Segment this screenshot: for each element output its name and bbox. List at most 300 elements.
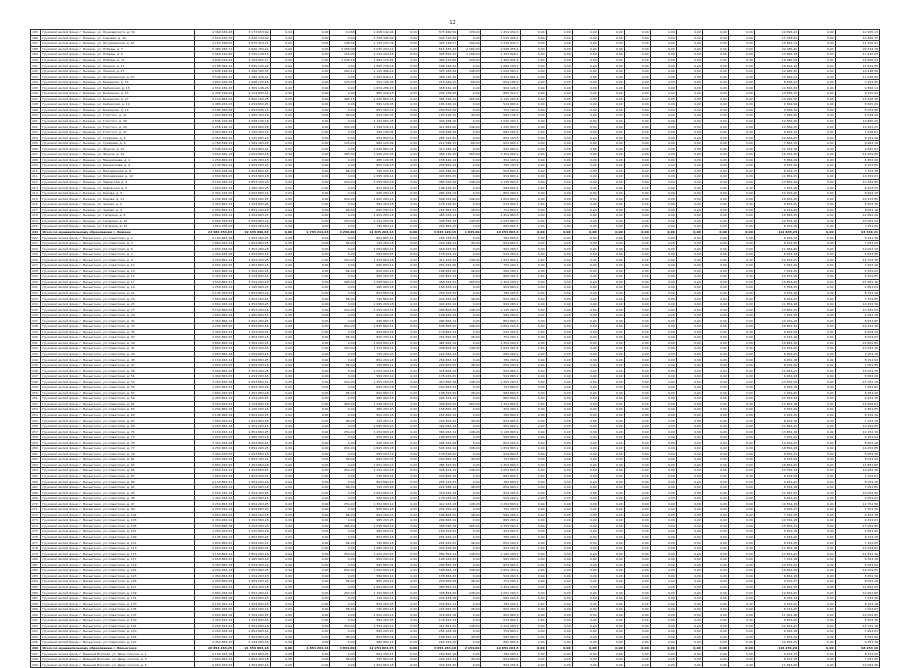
row-name-cell: Грузовой жилой фонд: г. Бежецк, ул. Гагарина, д. 12 bbox=[41, 224, 195, 230]
value-cell: 0,00 bbox=[702, 429, 728, 435]
value-cell: 854 263,14 bbox=[356, 651, 395, 657]
value-cell: 348,00 bbox=[458, 446, 481, 452]
value-cell: 6 354 18 bbox=[835, 512, 879, 518]
value-cell: 0,00 bbox=[520, 418, 546, 424]
value-cell: 0,00 bbox=[728, 102, 754, 108]
value-cell: 0,00 bbox=[395, 30, 418, 36]
value-cell: 0,00 bbox=[702, 129, 728, 135]
value-cell: 0,00 bbox=[598, 163, 624, 169]
value-cell: 0,00 bbox=[294, 240, 330, 246]
value-cell: 0,00 bbox=[546, 135, 572, 141]
value-cell: 0,00 bbox=[330, 74, 356, 80]
value-cell: 0,00 bbox=[572, 468, 598, 474]
value-cell: 0,00 bbox=[702, 224, 728, 230]
value-cell: 7 054 85 bbox=[835, 656, 879, 662]
value-cell: 0,00 bbox=[520, 318, 546, 324]
value-cell: 1 425 846,14 bbox=[356, 74, 395, 80]
value-cell: 0,00 bbox=[458, 274, 481, 280]
row-number-cell: 199 bbox=[31, 107, 41, 113]
value-cell: 0,00 bbox=[520, 573, 546, 579]
row-name-cell: Грузовой жилой фонд: г. Бежецк, ул. Толстого, д. 47 bbox=[41, 129, 195, 135]
value-cell: 0,00 bbox=[676, 274, 702, 280]
value-cell: 754 863,2 bbox=[481, 385, 520, 391]
value-cell: 4 158 364,15 bbox=[195, 63, 234, 69]
value-cell: 0,00 bbox=[572, 113, 598, 119]
value-cell: 0,00 bbox=[395, 274, 418, 280]
value-cell: 0,00 bbox=[650, 551, 676, 557]
value-cell: 0,00 bbox=[520, 429, 546, 435]
value-cell: 0,00 bbox=[650, 246, 676, 252]
value-cell: 754 863,2 bbox=[481, 207, 520, 213]
value-cell: 0,00 bbox=[799, 323, 835, 329]
value-cell: 0,00 bbox=[598, 312, 624, 318]
value-cell: 14 854 85 bbox=[835, 340, 879, 346]
value-cell: 0,00 bbox=[395, 68, 418, 74]
value-cell: 0,00 bbox=[624, 163, 650, 169]
value-cell: 0,00 bbox=[598, 379, 624, 385]
value-cell: 0,00 bbox=[676, 407, 702, 413]
value-cell: 0,00 bbox=[330, 63, 356, 69]
value-cell: 0,00 bbox=[572, 362, 598, 368]
value-cell: 0,00 bbox=[624, 196, 650, 202]
value-cell: 0,00 bbox=[799, 612, 835, 618]
value-cell: 0,00 bbox=[294, 440, 330, 446]
value-cell: 0,00 bbox=[270, 617, 293, 623]
value-cell: 1 485 263,15 bbox=[195, 102, 234, 108]
row-number-cell: 224 bbox=[31, 246, 41, 252]
value-cell: 48,00 bbox=[458, 606, 481, 612]
value-cell: 18 854,18 bbox=[754, 446, 798, 452]
value-cell: 0,00 bbox=[330, 290, 356, 296]
value-cell: 0,00 bbox=[395, 457, 418, 463]
value-cell: 2 956 144,82 bbox=[195, 52, 234, 58]
value-cell: 0,00 bbox=[728, 385, 754, 391]
value-cell: 0,00 bbox=[598, 185, 624, 191]
value-cell: 865 263,2 bbox=[481, 274, 520, 280]
value-cell: 0,00 bbox=[458, 601, 481, 607]
value-cell: 0,00 bbox=[270, 168, 293, 174]
value-cell: 8 254,25 bbox=[754, 473, 798, 479]
value-cell: 0,00 bbox=[520, 335, 546, 341]
value-cell: 0,00 bbox=[650, 495, 676, 501]
value-cell: 2 354 263,25 bbox=[234, 368, 270, 374]
value-cell: 0,00 bbox=[728, 168, 754, 174]
value-cell: 458 126,36 bbox=[418, 74, 457, 80]
value-cell: 86,00 bbox=[330, 207, 356, 213]
value-cell: 0,00 bbox=[598, 85, 624, 91]
value-cell: 0,00 bbox=[572, 590, 598, 596]
value-cell: 0,00 bbox=[395, 235, 418, 241]
value-cell: 684 863,1 bbox=[481, 473, 520, 479]
value-cell: 0,00 bbox=[458, 534, 481, 540]
row-name-cell: Грузовой жилой фонд: г. Весьегонск, ул. Советская, д. 133 bbox=[41, 601, 195, 607]
value-cell: 0,00 bbox=[702, 434, 728, 440]
row-name-cell: Грузовой жилой фонд: г. Весьегонск, ул. Советская, д. 101 bbox=[41, 512, 195, 518]
value-cell: 0,00 bbox=[520, 351, 546, 357]
value-cell: 0,00 bbox=[294, 412, 330, 418]
value-cell: 745 263,14 bbox=[356, 595, 395, 601]
value-cell: 2 654 263,18 bbox=[195, 545, 234, 551]
value-cell: 0,00 bbox=[520, 534, 546, 540]
value-cell: 0,00 bbox=[572, 351, 598, 357]
row-name-cell: Грузовой жилой фонд: г. Весьегонск, ул. Советская, д. 43 bbox=[41, 351, 195, 357]
value-cell: 198 426,25 bbox=[418, 185, 457, 191]
value-cell: 524 863,2 bbox=[481, 373, 520, 379]
value-cell: 0,00 bbox=[598, 529, 624, 535]
value-cell: 0,00 bbox=[624, 645, 650, 651]
row-number-cell: 227 bbox=[31, 262, 41, 268]
value-cell: 0,00 bbox=[624, 124, 650, 130]
value-cell: 1 454 863,25 bbox=[195, 373, 234, 379]
value-cell: 384 263,26 bbox=[418, 179, 457, 185]
value-cell: 0,00 bbox=[728, 79, 754, 85]
value-cell: 2 354 263,25 bbox=[234, 490, 270, 496]
value-cell: 0,00 bbox=[520, 185, 546, 191]
value-cell: 7 154 85 bbox=[835, 296, 879, 302]
value-cell: 9 254,18 bbox=[754, 290, 798, 296]
value-cell: 0,00 bbox=[650, 534, 676, 540]
value-cell: 0,00 bbox=[650, 251, 676, 257]
value-cell: 10 254 863,4 bbox=[481, 229, 520, 235]
value-cell: 0,00 bbox=[330, 490, 356, 496]
value-cell: 0,00 bbox=[520, 268, 546, 274]
row-name-cell: Грузовой жилой фонд: г. Бежецк, ул. Победы, д. 7 bbox=[41, 46, 195, 52]
value-cell: 0,00 bbox=[330, 629, 356, 635]
value-cell: 0,00 bbox=[676, 318, 702, 324]
value-cell: 254,00 bbox=[330, 179, 356, 185]
value-cell: 0,00 bbox=[395, 495, 418, 501]
row-number-cell: 238 bbox=[31, 323, 41, 329]
value-cell: 0,00 bbox=[572, 307, 598, 313]
value-cell: 0,00 bbox=[546, 606, 572, 612]
row-number-cell: 192 bbox=[31, 68, 41, 74]
value-cell: 0,00 bbox=[520, 340, 546, 346]
value-cell: 0,00 bbox=[702, 213, 728, 219]
value-cell: 0,00 bbox=[650, 379, 676, 385]
value-cell: 254,00 bbox=[330, 429, 356, 435]
value-cell: 0,00 bbox=[572, 102, 598, 108]
value-cell: 0,00 bbox=[702, 235, 728, 241]
value-cell: 2 456 183,55 bbox=[234, 68, 270, 74]
value-cell: 0,00 bbox=[676, 185, 702, 191]
value-cell: 0,00 bbox=[270, 224, 293, 230]
value-cell: 1 245 863,18 bbox=[356, 96, 395, 102]
value-cell: 3 254 263,18 bbox=[195, 379, 234, 385]
value-cell: 0,00 bbox=[676, 35, 702, 41]
value-cell: 0,00 bbox=[799, 545, 835, 551]
value-cell: 0,00 bbox=[270, 495, 293, 501]
value-cell: 254 263,18 bbox=[418, 629, 457, 635]
value-cell: 0,00 bbox=[395, 323, 418, 329]
value-cell: 0,00 bbox=[676, 534, 702, 540]
value-cell: 1 854 263,25 bbox=[195, 606, 234, 612]
value-cell: 0,00 bbox=[294, 651, 330, 657]
value-cell: 0,00 bbox=[702, 629, 728, 635]
value-cell: 4 254 263,14 bbox=[195, 568, 234, 574]
value-cell: 0,00 bbox=[270, 584, 293, 590]
value-cell: 8 954 18 bbox=[835, 440, 879, 446]
value-cell: 0,00 bbox=[598, 440, 624, 446]
value-cell: 0,00 bbox=[270, 457, 293, 463]
value-cell: 0,00 bbox=[294, 235, 330, 241]
value-cell: 0,00 bbox=[270, 301, 293, 307]
value-cell: 0,00 bbox=[330, 495, 356, 501]
value-cell: 0,00 bbox=[330, 85, 356, 91]
value-cell: 0,00 bbox=[395, 368, 418, 374]
value-cell: 0,00 bbox=[598, 323, 624, 329]
value-cell: 0,00 bbox=[458, 118, 481, 124]
value-cell: 1 085 263,18 bbox=[356, 301, 395, 307]
value-cell: 0,00 bbox=[395, 534, 418, 540]
value-cell: 0,00 bbox=[395, 240, 418, 246]
value-cell: 0,00 bbox=[676, 556, 702, 562]
value-cell: 0,00 bbox=[728, 401, 754, 407]
value-cell: 12 265 13 bbox=[835, 30, 879, 36]
value-cell: 384 863,25 bbox=[418, 307, 457, 313]
value-cell: 0,00 bbox=[546, 318, 572, 324]
value-cell: 0,00 bbox=[650, 113, 676, 119]
value-cell: 0,00 bbox=[650, 157, 676, 163]
value-cell: 0,00 bbox=[546, 268, 572, 274]
value-cell: 0,00 bbox=[650, 218, 676, 224]
value-cell: 0,00 bbox=[702, 418, 728, 424]
value-cell: 0,00 bbox=[395, 540, 418, 546]
value-cell: 0,00 bbox=[270, 285, 293, 291]
value-cell: 0,00 bbox=[294, 96, 330, 102]
value-cell: 1 454 263,14 bbox=[195, 329, 234, 335]
value-cell: 9 254,26 bbox=[754, 479, 798, 485]
value-cell: 158 863,18 bbox=[418, 407, 457, 413]
value-cell: 0,00 bbox=[650, 385, 676, 391]
value-cell: 0,00 bbox=[546, 129, 572, 135]
value-cell: 0,00 bbox=[598, 335, 624, 341]
value-cell: 166,00 bbox=[458, 41, 481, 47]
value-cell: 0,00 bbox=[546, 85, 572, 91]
value-cell: 1 054 863,5 bbox=[481, 468, 520, 474]
value-cell: 2 854 263,18 bbox=[234, 307, 270, 313]
value-cell: 0,00 bbox=[520, 407, 546, 413]
value-cell: 16 854,25 bbox=[754, 213, 798, 219]
value-cell: 11 854,18 bbox=[754, 545, 798, 551]
value-cell: 1 854 263,25 bbox=[195, 362, 234, 368]
value-cell: 0,00 bbox=[624, 224, 650, 230]
value-cell: 9 254,26 bbox=[754, 534, 798, 540]
value-cell: 0,00 bbox=[598, 562, 624, 568]
row-number-cell: 286 bbox=[31, 590, 41, 596]
value-cell: 0,00 bbox=[624, 595, 650, 601]
value-cell: 0,00 bbox=[458, 174, 481, 180]
value-cell: 0,00 bbox=[572, 556, 598, 562]
value-cell: 0,00 bbox=[650, 573, 676, 579]
value-cell: 0,00 bbox=[702, 346, 728, 352]
value-cell: 294 263,14 bbox=[418, 396, 457, 402]
value-cell: 0,00 bbox=[395, 224, 418, 230]
value-cell: 0,00 bbox=[294, 346, 330, 352]
value-cell: 2 654 863,18 bbox=[195, 423, 234, 429]
value-cell: 0,00 bbox=[598, 623, 624, 629]
value-cell: 1 785 214,63 bbox=[294, 229, 330, 235]
value-cell: 0,00 bbox=[572, 495, 598, 501]
value-cell: 854 263,25 bbox=[356, 601, 395, 607]
value-cell: 19 345 896,63 bbox=[234, 229, 270, 235]
value-cell: 0,00 bbox=[294, 362, 330, 368]
value-cell: 12 254 36 bbox=[835, 429, 879, 435]
value-cell: 0,00 bbox=[598, 490, 624, 496]
value-cell: 0,00 bbox=[676, 623, 702, 629]
value-cell: 8 154 26 bbox=[835, 290, 879, 296]
value-cell: 0,00 bbox=[294, 462, 330, 468]
row-number-cell: 188 bbox=[31, 46, 41, 52]
value-cell: 0,00 bbox=[624, 57, 650, 63]
value-cell: 1 254 863,25 bbox=[195, 157, 234, 163]
value-cell: 0,00 bbox=[520, 30, 546, 36]
value-cell: 0,00 bbox=[598, 640, 624, 646]
value-cell: 86,00 bbox=[330, 390, 356, 396]
value-cell: 0,00 bbox=[624, 207, 650, 213]
value-cell: 0,00 bbox=[294, 224, 330, 230]
value-cell: 0,00 bbox=[676, 562, 702, 568]
value-cell: 1 354 863,2 bbox=[481, 401, 520, 407]
value-cell: 0,00 bbox=[572, 373, 598, 379]
value-cell: 0,00 bbox=[294, 629, 330, 635]
value-cell: 0,00 bbox=[270, 662, 293, 668]
value-cell: 0,00 bbox=[598, 246, 624, 252]
value-cell: 0,00 bbox=[799, 462, 835, 468]
value-cell: 0,00 bbox=[676, 501, 702, 507]
value-cell: 0,00 bbox=[624, 590, 650, 596]
value-cell: 0,00 bbox=[728, 323, 754, 329]
value-cell: 754 263,1 bbox=[481, 579, 520, 585]
value-cell: 0,00 bbox=[520, 135, 546, 141]
value-cell: 0,00 bbox=[728, 41, 754, 47]
row-name-cell: Грузовой жилой фонд: г. Весьегонск, ул. Советская, д. 55 bbox=[41, 385, 195, 391]
value-cell: 0,00 bbox=[270, 545, 293, 551]
value-cell: 0,00 bbox=[650, 257, 676, 263]
value-cell: 148,00 bbox=[458, 346, 481, 352]
value-cell: 0,00 bbox=[598, 290, 624, 296]
value-cell: 0,00 bbox=[624, 140, 650, 146]
value-cell: 0,00 bbox=[676, 362, 702, 368]
value-cell: 0,00 bbox=[546, 274, 572, 280]
value-cell: 0,00 bbox=[294, 129, 330, 135]
value-cell: 0,00 bbox=[676, 207, 702, 213]
value-cell: 1 254 863,2 bbox=[481, 501, 520, 507]
value-cell: 0,00 bbox=[546, 390, 572, 396]
row-number-cell: 285 bbox=[31, 584, 41, 590]
value-cell: 0,00 bbox=[546, 257, 572, 263]
value-cell: 12 548 36 bbox=[835, 96, 879, 102]
value-cell: 0,00 bbox=[799, 501, 835, 507]
value-cell: 0,00 bbox=[395, 57, 418, 63]
value-cell: 0,00 bbox=[702, 462, 728, 468]
value-cell: 0,00 bbox=[572, 601, 598, 607]
value-cell: 1 354 263,1 bbox=[481, 523, 520, 529]
value-cell: 0,00 bbox=[458, 129, 481, 135]
value-cell: 548 863,14 bbox=[418, 568, 457, 574]
value-cell: 0,00 bbox=[702, 595, 728, 601]
value-cell: 0,00 bbox=[799, 645, 835, 651]
value-cell: 0,00 bbox=[728, 201, 754, 207]
value-cell: 2 354 863,14 bbox=[195, 318, 234, 324]
value-cell: 0,00 bbox=[572, 290, 598, 296]
value-cell: 0,00 bbox=[676, 440, 702, 446]
value-cell: 454 863,2 bbox=[481, 285, 520, 291]
value-cell: 0,00 bbox=[676, 312, 702, 318]
value-cell: 0,00 bbox=[546, 601, 572, 607]
value-cell: 1 125 486,14 bbox=[356, 68, 395, 74]
row-number-cell: 293 bbox=[31, 629, 41, 635]
value-cell: 1 654 863,18 bbox=[234, 484, 270, 490]
value-cell: 0,00 bbox=[270, 412, 293, 418]
value-cell: 584 263,18 bbox=[356, 201, 395, 207]
value-cell: 945 863,2 bbox=[481, 146, 520, 152]
value-cell: 1 154 263,16 bbox=[356, 52, 395, 58]
value-cell: 0,00 bbox=[270, 201, 293, 207]
value-cell: 0,00 bbox=[650, 30, 676, 36]
row-number-cell: 196 bbox=[31, 91, 41, 97]
value-cell: 0,00 bbox=[270, 41, 293, 47]
row-number-cell: 246 bbox=[31, 368, 41, 374]
value-cell: 0,00 bbox=[728, 307, 754, 313]
value-cell: 0,00 bbox=[520, 568, 546, 574]
value-cell: 2 854 163,25 bbox=[234, 179, 270, 185]
value-cell: 1 238 445,94 bbox=[356, 35, 395, 41]
row-name-cell: Грузовой жилой фонд: г. Вышний Волочёк, ул. Двор. Сокола, д. 3 bbox=[41, 656, 195, 662]
value-cell: 0,00 bbox=[520, 218, 546, 224]
value-cell: 3 254 263,25 bbox=[195, 623, 234, 629]
row-name-cell: Грузовой жилой фонд: г. Бежецк, ул. Менделеева, д. 4 bbox=[41, 157, 195, 163]
value-cell: 0,00 bbox=[546, 279, 572, 285]
value-cell: 0,00 bbox=[676, 240, 702, 246]
value-cell: 0,00 bbox=[676, 79, 702, 85]
value-cell: 6 584,26 bbox=[754, 102, 798, 108]
value-cell: 0,00 bbox=[598, 329, 624, 335]
value-cell: 318 263,18 bbox=[418, 490, 457, 496]
value-cell: 7 054 63 bbox=[835, 240, 879, 246]
value-cell: 0,00 bbox=[546, 645, 572, 651]
value-cell: 21 354 863,18 bbox=[234, 645, 270, 651]
value-cell: 0,00 bbox=[330, 185, 356, 191]
value-cell: 0,00 bbox=[728, 573, 754, 579]
value-cell: 10 554,18 bbox=[754, 518, 798, 524]
value-cell: 0,00 bbox=[546, 579, 572, 585]
row-number-cell: 205 bbox=[31, 140, 41, 146]
value-cell: 0,00 bbox=[330, 368, 356, 374]
value-cell: 8 054 63 bbox=[835, 335, 879, 341]
value-cell: 0,00 bbox=[520, 523, 546, 529]
value-cell: 2 054 863,14 bbox=[234, 440, 270, 446]
value-cell: 0,00 bbox=[624, 662, 650, 668]
value-cell: 0,00 bbox=[728, 534, 754, 540]
value-cell: 1 216 843,7 bbox=[481, 41, 520, 47]
value-cell: 0,00 bbox=[799, 540, 835, 546]
value-cell: 0,00 bbox=[520, 96, 546, 102]
value-cell: 0,00 bbox=[546, 196, 572, 202]
value-cell: 0,00 bbox=[624, 551, 650, 557]
row-name-cell: Грузовой жилой фонд: г. Весьегонск, ул. Советская, д. 41 bbox=[41, 346, 195, 352]
value-cell: 2 554 863,25 bbox=[234, 468, 270, 474]
value-cell: 854 263,5 bbox=[481, 190, 520, 196]
value-cell: 0,00 bbox=[702, 373, 728, 379]
value-cell: 0,00 bbox=[572, 340, 598, 346]
value-cell: 8 154 63 bbox=[835, 651, 879, 657]
value-cell: 0,00 bbox=[799, 468, 835, 474]
value-cell: 0,00 bbox=[799, 357, 835, 363]
value-cell: 15 624 85 bbox=[835, 63, 879, 69]
value-cell: 11 245 63 bbox=[835, 52, 879, 58]
value-cell: 224 586,25 bbox=[418, 168, 457, 174]
value-cell: 1 054 263,5 bbox=[481, 346, 520, 352]
